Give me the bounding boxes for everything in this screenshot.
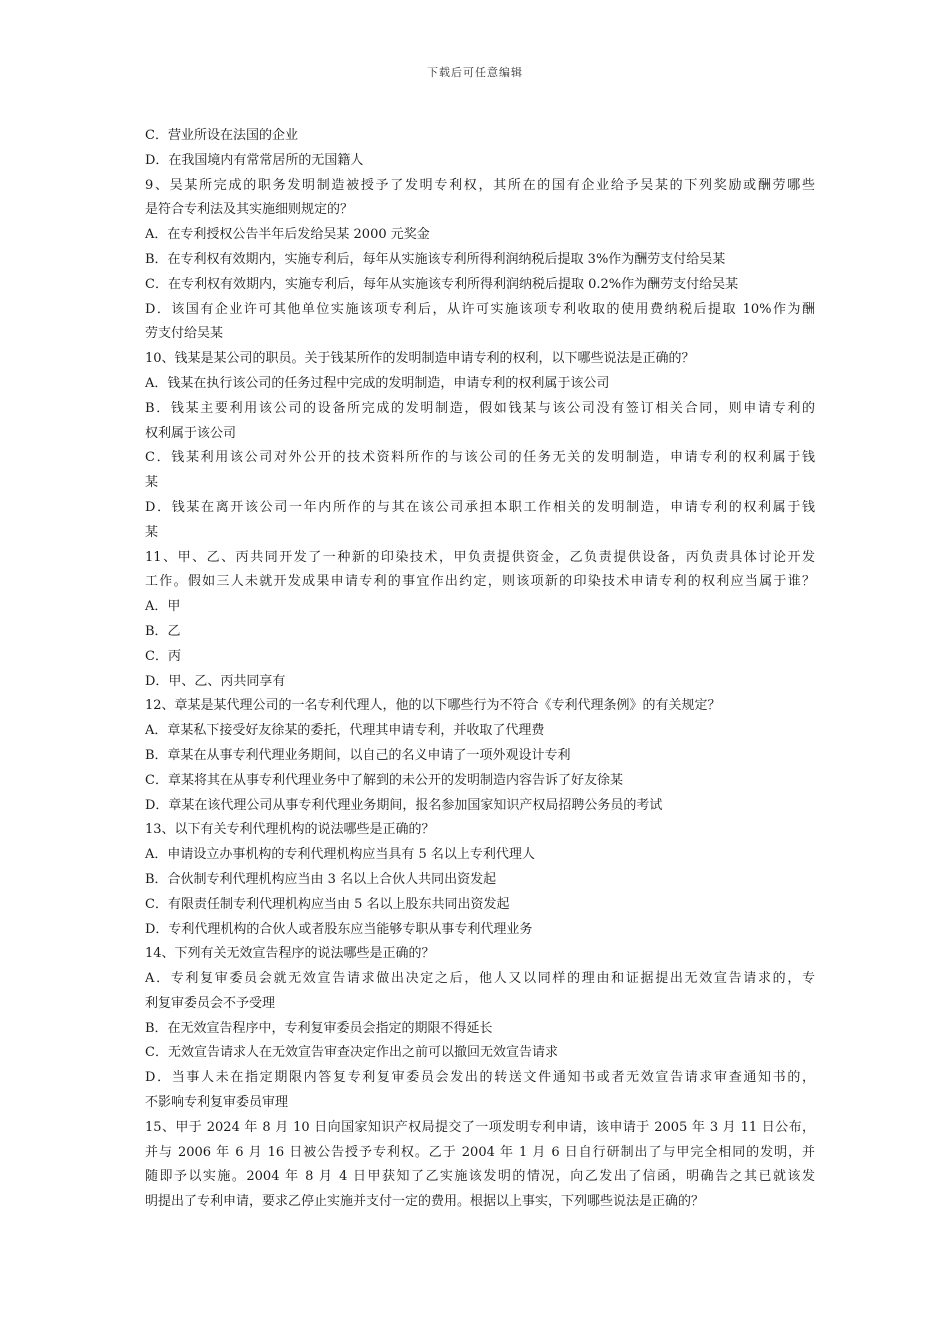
text-line: B．章某在从事专利代理业务期间，以自己的名义申请了一项外观设计专利 (145, 747, 571, 763)
text-line: B．乙 (145, 623, 181, 639)
text-line: B．在无效宣告程序中，专利复审委员会指定的期限不得延长 (145, 1020, 493, 1036)
text-line: A．甲 (145, 599, 181, 615)
text-line: 某 (145, 475, 159, 491)
text-line: 权利属于该公司 (145, 425, 237, 441)
text-line: A．章某私下接受好友徐某的委托，代理其申请专利，并收取了代理费 (145, 723, 545, 739)
text-line: 15、甲于 2024 年 8 月 10 日向国家知识产权局提交了一项发明专利申请，该申请于 2005 年 3 月 11 日公布， (145, 1119, 815, 1135)
text-line: 并与 2006 年 6 月 16 日被公告授予专利权。乙于 2004 年 1 月 6 日自行研制出了与甲完全相同的发明，并 (145, 1144, 815, 1160)
text-line: D．当事人未在指定期限内答复专利复审委员会发出的转送文件通知书或者无效宣告请求审查通知书的， (145, 1070, 815, 1086)
text-line: 9、吴某所完成的职务发明制造被授予了发明专利权，其所在的国有企业给予吴某的下列奖励或酬劳哪些 (145, 177, 815, 193)
text-line: 是符合专利法及其实施细则规定的？ (145, 202, 354, 218)
document-body (145, 124, 815, 1215)
text-line: C．钱某利用该公司对外公开的技术资料所作的与该公司的任务无关的发明制造，申请专利的权利属于钱 (145, 450, 815, 466)
text-line: 随即予以实施。2004 年 8 月 4 日甲获知了乙实施该发明的情况，向乙发出了信函，明确告之其已就该发 (145, 1169, 815, 1185)
text-line: 利复审委员会不予受理 (145, 995, 276, 1011)
text-line: D．章某在该代理公司从事专利代理业务期间，报名参加国家知识产权局招聘公务员的考试 (145, 797, 663, 813)
text-line: 14、下列有关无效宣告程序的说法哪些是正确的？ (145, 946, 435, 962)
text-line: C．丙 (145, 648, 181, 664)
page-header: 下载后可任意编辑 (427, 66, 523, 79)
text-line: 不影响专利复审委员审理 (145, 1095, 289, 1111)
text-line: 12、章某是某代理公司的一名专利代理人，他的以下哪些行为不符合《专利代理条例》的有关规定？ (145, 698, 721, 714)
text-line: A．专利复审委员会就无效宣告请求做出决定之后，他人又以同样的理由和证据提出无效宣告请求的，专 (145, 971, 815, 987)
text-line: 10、钱某是某公司的职员。关于钱某所作的发明制造申请专利的权利，以下哪些说法是正确的？ (145, 351, 695, 367)
text-line: B．钱某主要利用该公司的设备所完成的发明制造，假如钱某与该公司没有签订相关合同，则申请专利的 (145, 400, 815, 416)
text-line: A．在专利授权公告半年后发给吴某 2000 元奖金 (145, 227, 430, 243)
text-line: B．合伙制专利代理机构应当由 3 名以上合伙人共同出资发起 (145, 871, 497, 887)
text-line: D．在我国境内有常常居所的无国籍人 (145, 152, 364, 168)
text-line: D．甲、乙、丙共同享有 (145, 673, 286, 689)
text-line: B．在专利权有效期内，实施专利后，每年从实施该专利所得利润纳税后提取 3%作为酬劳支付给吴某 (145, 251, 726, 267)
text-line: C．有限责任制专利代理机构应当由 5 名以上股东共同出资发起 (145, 896, 510, 912)
text-line: 11、甲、乙、丙共同开发了一种新的印染技术，甲负责提供资金，乙负责提供设备，丙负责具体讨论开发 (145, 549, 815, 565)
text-line: 劳支付给吴某 (145, 326, 224, 342)
text-line: C．无效宣告请求人在无效宣告审查决定作出之前可以撤回无效宣告请求 (145, 1045, 558, 1061)
text-line: 明提出了专利申请，要求乙停止实施并支付一定的费用。根据以上事实，下列哪些说法是正确的？ (145, 1194, 705, 1210)
text-line: D．专利代理机构的合伙人或者股东应当能够专职从事专利代理业务 (145, 921, 533, 937)
text-line: D．该国有企业许可其他单位实施该项专利后，从许可实施该项专利收取的使用费纳税后提取 10%作为酬 (145, 301, 815, 317)
text-line: D．钱某在离开该公司一年内所作的与其在该公司承担本职工作相关的发明制造，申请专利的权利属于钱 (145, 499, 815, 515)
text-line: C．营业所设在法国的企业 (145, 128, 298, 143)
text-line: A．钱某在执行该公司的任务过程中完成的发明制造，申请专利的权利属于该公司 (145, 375, 610, 391)
text-line: 某 (145, 524, 159, 540)
text-line: 13、以下有关专利代理机构的说法哪些是正确的？ (145, 822, 435, 838)
text-line: 工作。假如三人未就开发成果申请专利的事宜作出约定，则该项新的印染技术申请专利的权利应当属于谁？ (145, 574, 815, 590)
text-line: A．申请设立办事机构的专利代理机构应当具有 5 名以上专利代理人 (145, 847, 535, 863)
text-line: C．章某将其在从事专利代理业务中了解到的未公开的发明制造内容告诉了好友徐某 (145, 772, 623, 788)
text-line: C．在专利权有效期内，实施专利后，每年从实施该专利所得利润纳税后提取 0.2%作为酬劳支付给吴某 (145, 276, 739, 292)
